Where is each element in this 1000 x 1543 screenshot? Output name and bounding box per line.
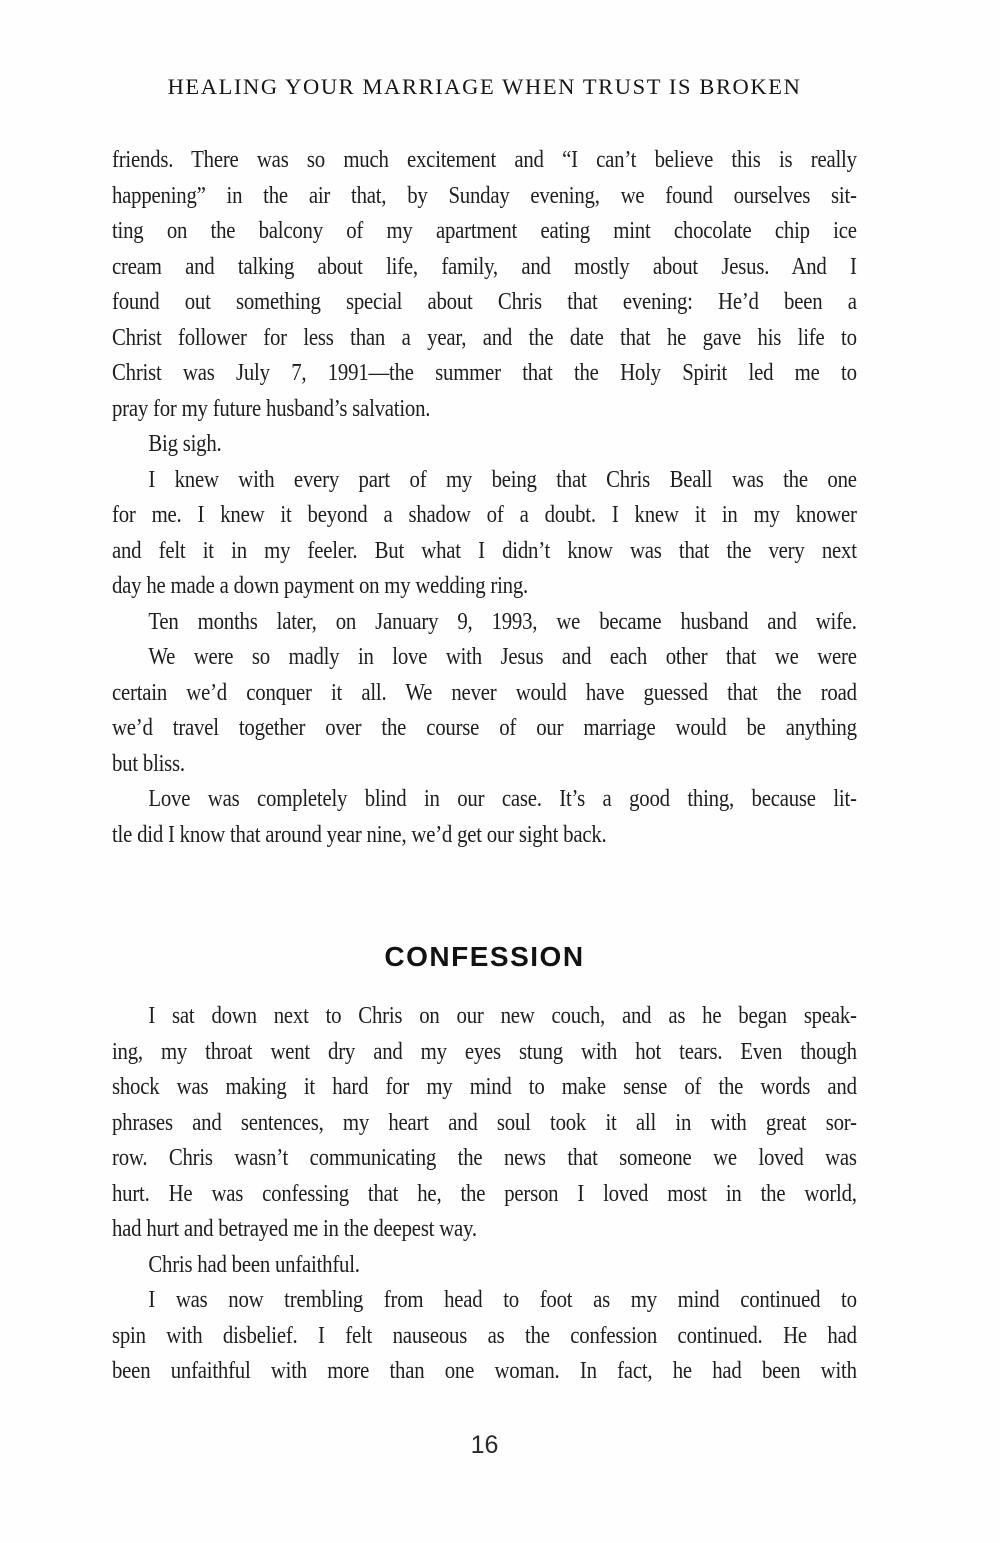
body-text-line: and felt it in my feeler. But what I didn’t know was that the very next xyxy=(112,537,857,564)
body-text-block-2 xyxy=(112,999,857,1390)
body-text-line: spin with disbelief. I felt nauseous as the confession continued. He had xyxy=(112,1322,857,1349)
body-text-line: hurt. He was confessing that he, the person I loved most in the world, xyxy=(112,1180,857,1207)
body-text-line: I knew with every part of my being that Chris Beall was the one xyxy=(148,466,857,493)
body-text-line: friends. There was so much excitement and “I can’t believe this is really xyxy=(112,147,857,173)
running-head: HEALING YOUR MARRIAGE WHEN TRUST IS BROKEN xyxy=(167,74,802,99)
body-text-line: ing, my throat went dry and my eyes stung with hot tears. Even though xyxy=(112,1038,857,1065)
body-text-line: shock was making it hard for my mind to make sense of the words and xyxy=(112,1074,857,1100)
body-text-line: happening” in the air that, by Sunday evening, we found ourselves sit- xyxy=(112,182,857,209)
body-text-line: Love was completely blind in our case. It’s a good thing, because lit- xyxy=(148,786,857,812)
body-text-line: tle did I know that around year nine, we’d get our sight back. xyxy=(112,821,607,848)
body-text-line: pray for my future husband’s salvation. xyxy=(112,395,431,422)
body-text-line: Big sigh. xyxy=(148,431,222,457)
body-text-line: Christ was July 7, 1991—the summer that the Holy Spirit led me to xyxy=(112,360,857,386)
body-text-line: found out something special about Chris that evening: He’d been a xyxy=(112,289,857,315)
body-text-block-1 xyxy=(112,143,857,853)
body-text-line: Ten months later, on January 9, 1993, we became husband and wife. xyxy=(148,608,857,635)
body-text-line: ting on the balcony of my apartment eating mint chocolate chip ice xyxy=(112,218,857,244)
body-text-line: I was now trembling from head to foot as my mind continued to xyxy=(148,1287,857,1313)
body-text-line: had hurt and betrayed me in the deepest way. xyxy=(112,1216,477,1242)
page-number: 16 xyxy=(470,1431,499,1459)
body-text-line: We were so madly in love with Jesus and each other that we were xyxy=(148,644,857,670)
body-text-line: but bliss. xyxy=(112,750,185,777)
body-text-line: certain we’d conquer it all. We never would have guessed that the road xyxy=(112,679,857,706)
body-text-line: phrases and sentences, my heart and soul took it all in with great sor- xyxy=(112,1109,857,1136)
body-text-line: been unfaithful with more than one woman. In fact, he had been with xyxy=(112,1358,857,1384)
body-text-line: I sat down next to Chris on our new couch, and as he began speak- xyxy=(148,1003,857,1029)
section-heading: CONFESSION xyxy=(384,941,585,972)
body-text-line: cream and talking about life, family, and mostly about Jesus. And I xyxy=(112,253,857,280)
body-text-line: for me. I knew it beyond a shadow of a doubt. I knew it in my knower xyxy=(112,502,857,528)
body-text-line: day he made a down payment on my wedding ring. xyxy=(112,573,529,599)
body-text-line: Chris had been unfaithful. xyxy=(148,1251,360,1278)
body-text-line: row. Chris wasn’t communicating the news that someone we loved was xyxy=(112,1145,857,1171)
body-text-line: we’d travel together over the course of our marriage would be anything xyxy=(112,715,857,741)
body-text-line: Christ follower for less than a year, and the date that he gave his life to xyxy=(112,324,857,351)
